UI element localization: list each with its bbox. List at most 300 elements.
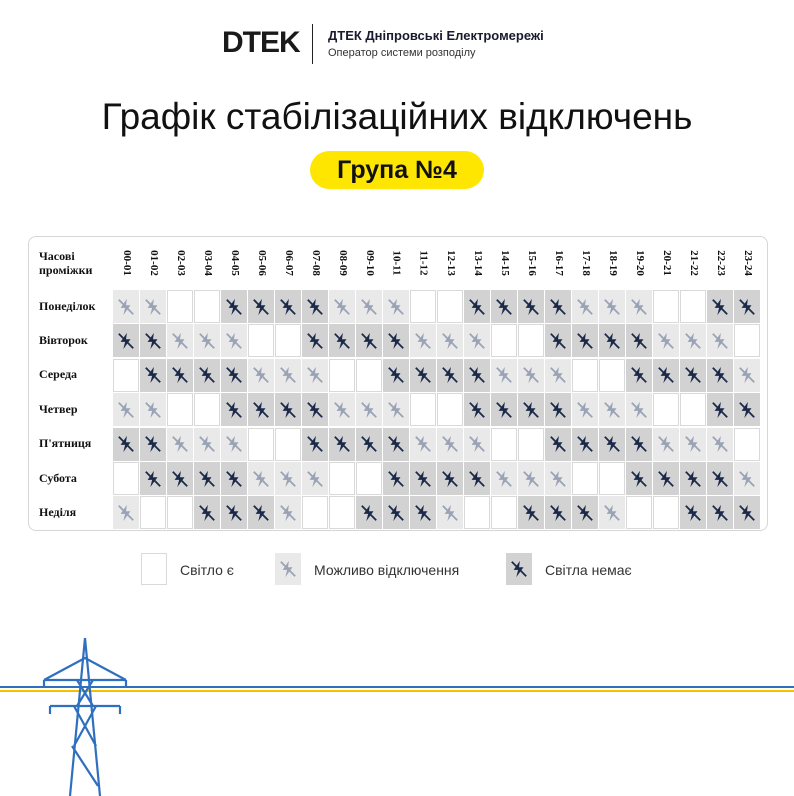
- hour-header: [734, 237, 761, 289]
- power-off-icon: [738, 470, 756, 488]
- schedule-cell-maybe: [194, 428, 220, 461]
- power-off-icon: [252, 504, 270, 522]
- schedule-cell-off: [518, 393, 544, 426]
- power-off-icon: [495, 366, 513, 384]
- power-off-icon: [171, 366, 189, 384]
- power-off-icon: [225, 470, 243, 488]
- schedule-cell-on: [275, 324, 301, 357]
- schedule-cell-off: [140, 462, 166, 495]
- schedule-cell-off: [437, 462, 463, 495]
- hour-header: [194, 237, 221, 289]
- power-off-icon: [603, 504, 621, 522]
- power-off-icon: [144, 332, 162, 350]
- power-off-icon: [414, 332, 432, 350]
- power-off-icon: [441, 366, 459, 384]
- power-off-icon: [252, 470, 270, 488]
- schedule-cell-off: [734, 290, 760, 323]
- schedule-cell-on: [599, 462, 625, 495]
- schedule-cell-off: [140, 359, 166, 392]
- schedule-cell-maybe: [140, 290, 166, 323]
- schedule-cell-maybe: [707, 324, 733, 357]
- schedule-cell-maybe: [410, 428, 436, 461]
- day-row: [29, 323, 767, 357]
- schedule-cell-off: [140, 324, 166, 357]
- power-off-icon: [495, 401, 513, 419]
- legend: [0, 551, 794, 587]
- schedule-cell-maybe: [464, 324, 490, 357]
- schedule-cell-maybe: [680, 428, 706, 461]
- power-off-icon: [738, 298, 756, 316]
- hour-label: 18-19: [606, 250, 619, 276]
- schedule-cell-on: [518, 428, 544, 461]
- hour-header: [410, 237, 437, 289]
- power-off-icon: [360, 401, 378, 419]
- schedule-cell-maybe: [734, 462, 760, 495]
- schedule-cell-on: [194, 393, 220, 426]
- schedule-cell-off: [707, 359, 733, 392]
- header: [0, 22, 794, 66]
- power-off-icon: [387, 298, 405, 316]
- power-off-icon: [117, 504, 135, 522]
- hour-label: 15-16: [525, 250, 538, 276]
- power-off-icon: [549, 298, 567, 316]
- power-off-icon: [306, 435, 324, 453]
- schedule-cell-off: [599, 324, 625, 357]
- schedule-cell-off: [626, 462, 652, 495]
- day-label: Понеділок: [39, 298, 96, 313]
- power-off-icon: [225, 504, 243, 522]
- schedule-cell-off: [437, 359, 463, 392]
- power-off-icon: [360, 332, 378, 350]
- power-off-icon: [171, 435, 189, 453]
- schedule-cell-maybe: [221, 428, 247, 461]
- power-off-icon: [603, 401, 621, 419]
- hour-label: 02-03: [174, 250, 187, 276]
- day-row: [29, 427, 767, 461]
- schedule-cell-off: [248, 290, 274, 323]
- schedule-cell-maybe: [221, 324, 247, 357]
- schedule-cell-off: [383, 462, 409, 495]
- schedule-cell-off: [680, 496, 706, 529]
- hour-header: [626, 237, 653, 289]
- power-off-icon: [684, 470, 702, 488]
- power-off-icon: [414, 366, 432, 384]
- schedule-cell-on: [680, 290, 706, 323]
- hour-label: 04-05: [228, 250, 241, 276]
- schedule-cell-off: [275, 393, 301, 426]
- hour-header: [680, 237, 707, 289]
- power-off-icon: [225, 366, 243, 384]
- schedule-cell-off: [113, 324, 139, 357]
- schedule-cell-off: [410, 359, 436, 392]
- hour-label: 13-14: [471, 250, 484, 276]
- schedule-cell-on: [356, 359, 382, 392]
- power-off-icon: [630, 435, 648, 453]
- power-off-icon: [225, 435, 243, 453]
- power-off-icon: [468, 298, 486, 316]
- power-off-icon: [468, 366, 486, 384]
- hour-header: [653, 237, 680, 289]
- power-off-icon: [171, 332, 189, 350]
- power-off-icon: [441, 435, 459, 453]
- power-off-icon: [144, 298, 162, 316]
- power-off-icon: [198, 366, 216, 384]
- table-header-row: [29, 237, 767, 289]
- hour-header: [464, 237, 491, 289]
- schedule-cell-off: [545, 428, 571, 461]
- schedule-cell-maybe: [383, 290, 409, 323]
- hour-header: [302, 237, 329, 289]
- schedule-cell-on: [113, 462, 139, 495]
- schedule-cell-on: [329, 462, 355, 495]
- schedule-cell-off: [626, 428, 652, 461]
- power-off-icon: [549, 435, 567, 453]
- schedule-cell-off: [356, 428, 382, 461]
- hour-header: [248, 237, 275, 289]
- power-off-icon: [549, 470, 567, 488]
- legend-maybe-swatch: [275, 553, 301, 585]
- power-off-icon: [468, 435, 486, 453]
- schedule-cell-maybe: [329, 393, 355, 426]
- hour-header: [545, 237, 572, 289]
- schedule-cell-off: [194, 462, 220, 495]
- power-off-icon: [441, 332, 459, 350]
- schedule-cell-maybe: [275, 496, 301, 529]
- schedule-cell-off: [518, 496, 544, 529]
- schedule-cell-off: [680, 462, 706, 495]
- power-off-icon: [117, 298, 135, 316]
- schedule-cell-off: [167, 359, 193, 392]
- schedule-cell-off: [329, 428, 355, 461]
- schedule-cell-maybe: [113, 290, 139, 323]
- power-off-icon: [198, 435, 216, 453]
- schedule-cell-on: [410, 393, 436, 426]
- schedule-cell-on: [680, 393, 706, 426]
- schedule-cell-maybe: [626, 290, 652, 323]
- schedule-cell-off: [707, 462, 733, 495]
- hour-label: 08-09: [336, 250, 349, 276]
- power-off-icon: [711, 332, 729, 350]
- power-off-icon: [414, 504, 432, 522]
- schedule-cell-on: [167, 290, 193, 323]
- power-off-icon: [711, 298, 729, 316]
- schedule-cell-off: [653, 359, 679, 392]
- schedule-cell-off: [221, 462, 247, 495]
- schedule-cell-off: [356, 496, 382, 529]
- schedule-cell-maybe: [302, 462, 328, 495]
- schedule-cell-maybe: [113, 496, 139, 529]
- power-off-icon: [117, 332, 135, 350]
- schedule-cell-off: [302, 393, 328, 426]
- power-off-icon: [252, 401, 270, 419]
- hour-header: [113, 237, 140, 289]
- power-off-icon: [360, 298, 378, 316]
- schedule-cell-maybe: [518, 462, 544, 495]
- schedule-cell-off: [572, 496, 598, 529]
- day-row: [29, 358, 767, 392]
- schedule-cell-maybe: [491, 462, 517, 495]
- hour-header: [518, 237, 545, 289]
- power-off-icon: [576, 332, 594, 350]
- power-off-icon: [117, 401, 135, 419]
- power-off-icon: [711, 470, 729, 488]
- power-off-icon: [279, 560, 297, 578]
- power-off-icon: [684, 435, 702, 453]
- schedule-cell-off: [545, 496, 571, 529]
- hour-header: [140, 237, 167, 289]
- schedule-cell-on: [491, 496, 517, 529]
- schedule-cell-maybe: [248, 462, 274, 495]
- power-off-icon: [144, 470, 162, 488]
- hour-header: [356, 237, 383, 289]
- power-off-icon: [117, 435, 135, 453]
- power-off-icon: [657, 470, 675, 488]
- power-off-icon: [468, 401, 486, 419]
- hour-header: [167, 237, 194, 289]
- schedule-cell-off: [194, 496, 220, 529]
- power-off-icon: [522, 298, 540, 316]
- schedule-cell-on: [302, 496, 328, 529]
- power-off-icon: [738, 366, 756, 384]
- hour-header: [383, 237, 410, 289]
- power-off-icon: [603, 435, 621, 453]
- power-off-icon: [387, 435, 405, 453]
- schedule-cell-off: [383, 428, 409, 461]
- power-off-icon: [630, 470, 648, 488]
- power-off-icon: [306, 298, 324, 316]
- power-off-icon: [414, 435, 432, 453]
- schedule-cell-off: [491, 393, 517, 426]
- schedule-cell-maybe: [464, 428, 490, 461]
- power-off-icon: [522, 470, 540, 488]
- schedule-cell-off: [383, 359, 409, 392]
- schedule-cell-maybe: [680, 324, 706, 357]
- hour-header: [491, 237, 518, 289]
- power-off-icon: [279, 470, 297, 488]
- schedule-cell-on: [356, 462, 382, 495]
- schedule-cell-on: [275, 428, 301, 461]
- hour-label: 17-18: [579, 250, 592, 276]
- power-off-icon: [576, 298, 594, 316]
- day-label: Середа: [39, 367, 78, 382]
- schedule-cell-maybe: [437, 496, 463, 529]
- hour-label: 03-04: [201, 250, 214, 276]
- power-off-icon: [576, 401, 594, 419]
- schedule-cell-off: [248, 393, 274, 426]
- power-off-icon: [510, 560, 528, 578]
- power-off-icon: [522, 401, 540, 419]
- group-badge: Група №4: [310, 151, 484, 189]
- schedule-table: [28, 236, 768, 531]
- schedule-cell-off: [275, 290, 301, 323]
- schedule-cell-off: [302, 290, 328, 323]
- day-label: Четвер: [39, 401, 78, 416]
- schedule-cell-off: [518, 290, 544, 323]
- power-off-icon: [144, 401, 162, 419]
- power-off-icon: [252, 366, 270, 384]
- schedule-cell-maybe: [302, 359, 328, 392]
- power-off-icon: [252, 298, 270, 316]
- hour-header: [329, 237, 356, 289]
- power-off-icon: [495, 298, 513, 316]
- power-off-icon: [549, 401, 567, 419]
- power-off-icon: [225, 401, 243, 419]
- legend-off-swatch: [506, 553, 532, 585]
- hour-label: 21-22: [687, 250, 700, 276]
- schedule-cell-maybe: [545, 359, 571, 392]
- schedule-cell-off: [383, 324, 409, 357]
- day-label: Субота: [39, 470, 77, 485]
- schedule-cell-on: [410, 290, 436, 323]
- schedule-cell-on: [572, 462, 598, 495]
- schedule-cell-off: [734, 393, 760, 426]
- power-off-icon: [387, 401, 405, 419]
- power-off-icon: [279, 401, 297, 419]
- power-off-icon: [279, 366, 297, 384]
- hour-header: [275, 237, 302, 289]
- power-off-icon: [711, 401, 729, 419]
- power-off-icon: [360, 504, 378, 522]
- schedule-cell-off: [140, 428, 166, 461]
- schedule-cell-maybe: [113, 393, 139, 426]
- schedule-cell-maybe: [599, 393, 625, 426]
- schedule-cell-off: [248, 496, 274, 529]
- schedule-cell-maybe: [356, 290, 382, 323]
- schedule-cell-on: [464, 496, 490, 529]
- power-off-icon: [603, 332, 621, 350]
- power-off-icon: [144, 435, 162, 453]
- hour-label: 00-01: [120, 250, 133, 276]
- schedule-cell-maybe: [653, 428, 679, 461]
- schedule-cell-on: [653, 496, 679, 529]
- power-off-icon: [387, 504, 405, 522]
- power-off-icon: [630, 332, 648, 350]
- power-off-icon: [441, 470, 459, 488]
- hour-label: 05-06: [255, 250, 268, 276]
- logo-divider: [312, 24, 313, 64]
- schedule-cell-maybe: [599, 496, 625, 529]
- schedule-cell-off: [491, 290, 517, 323]
- schedule-cell-on: [653, 393, 679, 426]
- schedule-cell-maybe: [572, 393, 598, 426]
- schedule-cell-maybe: [491, 359, 517, 392]
- schedule-cell-maybe: [356, 393, 382, 426]
- schedule-cell-off: [653, 462, 679, 495]
- schedule-cell-on: [599, 359, 625, 392]
- power-off-icon: [495, 470, 513, 488]
- power-off-icon: [738, 401, 756, 419]
- hour-label: 12-13: [444, 250, 457, 276]
- hour-label: 01-02: [147, 250, 160, 276]
- day-row: [29, 289, 767, 323]
- page-title: Графік стабілізаційних відключень: [101, 96, 693, 137]
- hour-label: 07-08: [309, 250, 322, 276]
- schedule-cell-off: [302, 324, 328, 357]
- schedule-cell-off: [221, 290, 247, 323]
- schedule-cell-off: [545, 393, 571, 426]
- schedule-cell-off: [194, 359, 220, 392]
- schedule-cell-maybe: [572, 290, 598, 323]
- schedule-cell-maybe: [167, 324, 193, 357]
- power-off-icon: [684, 366, 702, 384]
- schedule-cell-on: [437, 393, 463, 426]
- schedule-cell-off: [464, 290, 490, 323]
- schedule-cell-off: [410, 462, 436, 495]
- schedule-cell-on: [572, 359, 598, 392]
- power-off-icon: [630, 401, 648, 419]
- schedule-cell-off: [545, 290, 571, 323]
- power-off-icon: [711, 435, 729, 453]
- schedule-cell-maybe: [734, 359, 760, 392]
- power-off-icon: [549, 366, 567, 384]
- power-off-icon: [333, 435, 351, 453]
- power-off-icon: [198, 470, 216, 488]
- power-off-icon: [738, 504, 756, 522]
- legend-off-label: Світла немає: [545, 562, 632, 578]
- schedule-cell-off: [572, 428, 598, 461]
- schedule-cell-off: [464, 393, 490, 426]
- schedule-cell-off: [464, 359, 490, 392]
- operator-subtitle: Оператор системи розподілу: [328, 47, 476, 59]
- power-off-icon: [549, 332, 567, 350]
- schedule-cell-off: [680, 359, 706, 392]
- power-off-icon: [522, 504, 540, 522]
- power-off-icon: [657, 332, 675, 350]
- power-off-icon: [657, 435, 675, 453]
- schedule-cell-off: [599, 428, 625, 461]
- power-off-icon: [279, 504, 297, 522]
- power-off-icon: [684, 332, 702, 350]
- schedule-cell-on: [140, 496, 166, 529]
- schedule-cell-on: [329, 359, 355, 392]
- day-label: П'ятниця: [39, 436, 92, 451]
- power-off-icon: [468, 470, 486, 488]
- schedule-cell-maybe: [545, 462, 571, 495]
- schedule-cell-on: [518, 324, 544, 357]
- schedule-cell-on: [437, 290, 463, 323]
- schedule-cell-on: [167, 393, 193, 426]
- schedule-cell-on: [167, 496, 193, 529]
- dtek-logo: DTEK: [222, 26, 300, 59]
- schedule-cell-off: [410, 496, 436, 529]
- schedule-cell-maybe: [275, 462, 301, 495]
- schedule-cell-maybe: [518, 359, 544, 392]
- power-off-icon: [414, 470, 432, 488]
- hour-label: 16-17: [552, 250, 565, 276]
- schedule-cell-off: [221, 496, 247, 529]
- hour-label: 11-12: [417, 250, 430, 276]
- power-off-icon: [576, 435, 594, 453]
- hour-header: [572, 237, 599, 289]
- power-off-icon: [387, 470, 405, 488]
- power-off-icon: [468, 332, 486, 350]
- legend-on-label: Світло є: [180, 562, 234, 578]
- power-off-icon: [576, 504, 594, 522]
- schedule-cell-maybe: [383, 393, 409, 426]
- power-off-icon: [333, 401, 351, 419]
- schedule-cell-off: [626, 324, 652, 357]
- day-label: Неділя: [39, 505, 77, 520]
- day-row: [29, 461, 767, 495]
- schedule-cell-on: [626, 496, 652, 529]
- schedule-cell-off: [707, 393, 733, 426]
- day-row: [29, 495, 767, 529]
- power-off-icon: [630, 366, 648, 384]
- schedule-cell-on: [491, 428, 517, 461]
- power-tower-icon: [40, 636, 130, 796]
- power-off-icon: [549, 504, 567, 522]
- power-off-icon: [198, 504, 216, 522]
